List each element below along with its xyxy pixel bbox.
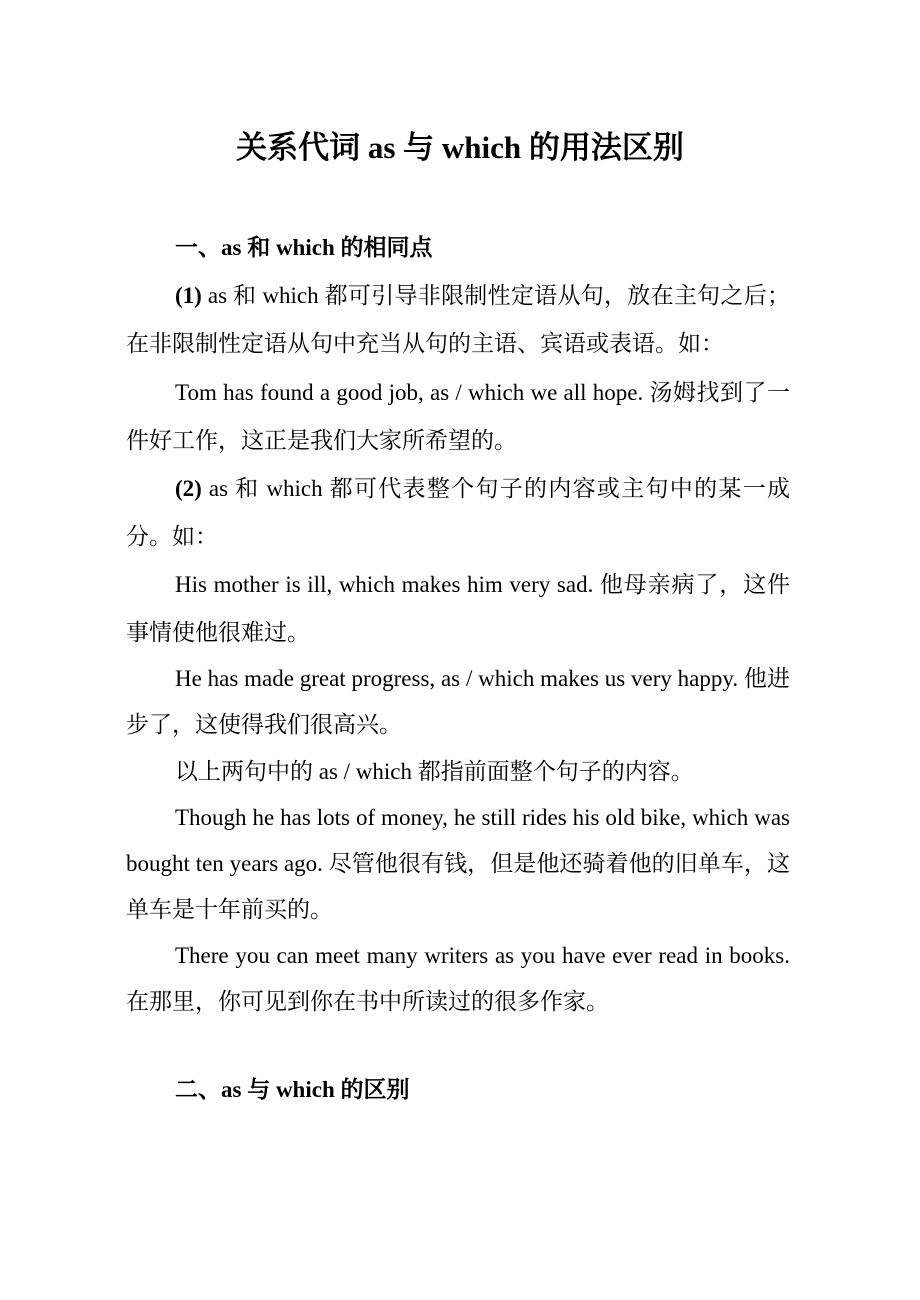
paragraph-note: 以上两句中的 as / which 都指前面整个句子的内容。 bbox=[175, 759, 694, 784]
point-2-label: (2) bbox=[175, 476, 202, 501]
paragraph-example-2: His mother is ill, which makes him very sad. 他母亲病了，这件事情使他很难过。 bbox=[126, 572, 790, 645]
paragraph-point-2 bbox=[126, 465, 790, 561]
point-1-text: as 和 which 都可引导非限制性定语从句，放在主句之后；在非限制性定语从句中充当从句的主语、宾语或表语。如： bbox=[126, 283, 790, 356]
paragraph-example-4: Though he has lots of money, he still rides his old bike, which was bought ten years ago. 尽管他很有钱，但是他还骑着他的旧单车，这单车是十年前买的。 bbox=[126, 805, 790, 922]
paragraph-example-1: Tom has found a good job, as / which we all hope. 汤姆找到了一件好工作，这正是我们大家所希望的。 bbox=[126, 380, 790, 453]
paragraph-example-3: He has made great progress, as / which makes us very happy. 他进步了，这使得我们很高兴。 bbox=[126, 666, 790, 737]
section-heading-similarities: 一、as 和 which 的相同点 bbox=[175, 235, 433, 260]
paragraph-point-1 bbox=[126, 272, 790, 368]
page-title: 关系代词 as 与 which 的用法区别 bbox=[236, 130, 684, 165]
paragraph-example-5: There you can meet many writers as you have ever read in books. 在那里，你可见到你在书中所读过的很多作家。 bbox=[126, 943, 790, 1014]
point-1-label: (1) bbox=[175, 283, 202, 308]
section-heading-differences: 二、as 与 which 的区别 bbox=[175, 1077, 410, 1102]
point-2-text: as 和 which 都可代表整个句子的内容或主句中的某一成分。如： bbox=[126, 476, 790, 549]
